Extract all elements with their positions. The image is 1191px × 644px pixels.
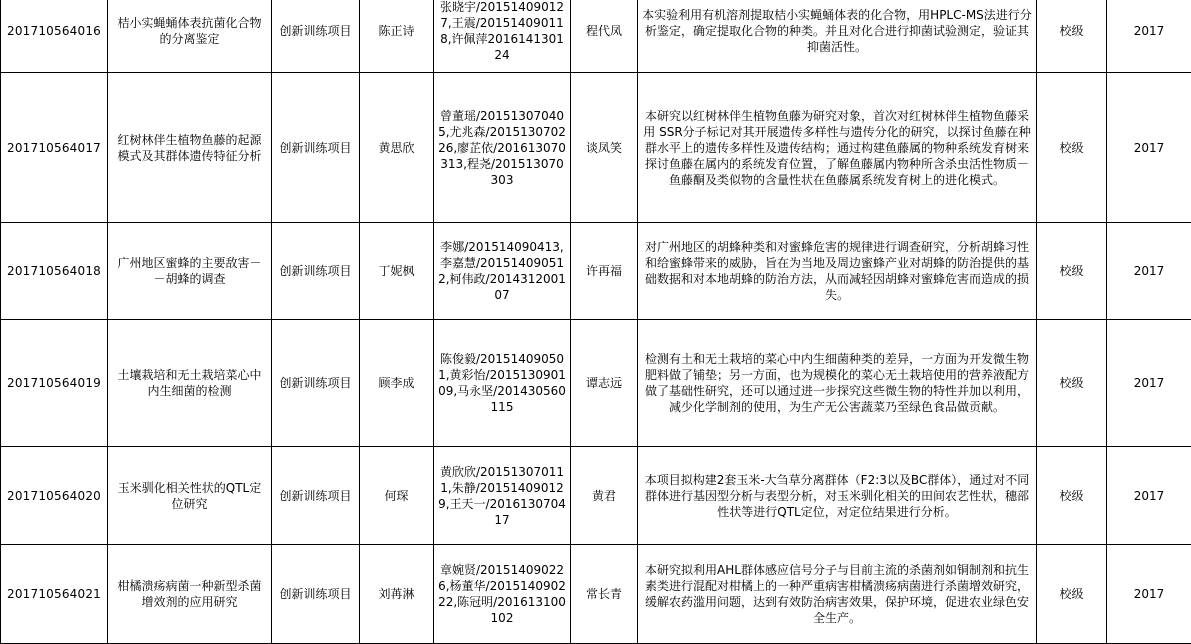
project-leader-cell: 丁妮枫	[360, 223, 434, 320]
project-advisor-cell: 程代凤	[571, 0, 638, 73]
project-leader-cell: 刘苒淋	[360, 545, 434, 644]
project-leader-cell: 何琛	[360, 447, 434, 545]
project-type-cell: 创新训练项目	[272, 545, 360, 644]
project-leader-cell: 顾李成	[360, 320, 434, 447]
table-row	[1, 223, 1191, 320]
project-summary-cell: 本研究拟利用AHL群体感应信号分子与目前主流的杀菌剂如铜制剂和抗生素类进行混配对柑橘上的一种严重病害柑橘溃疡病菌进行杀菌增效研究，缓解农药滥用问题，达到有效防治病害效果，保护环境，促进农业绿色安全生产。	[638, 545, 1037, 644]
project-summary-cell: 对广州地区的胡蜂种类和对蜜蜂危害的规律进行调查研究，分析胡蜂习性和给蜜蜂带来的威胁，旨在为当地及周边蜜蜂产业对胡蜂的防治提供的基础数据和对本地胡蜂的防治方法，从而减轻因胡蜂对蜜蜂危害而造成的损失。	[638, 223, 1037, 320]
project-title-cell: 广州地区蜜蜂的主要敌害－－胡蜂的调查	[108, 223, 272, 320]
project-type-cell: 创新训练项目	[272, 73, 360, 223]
project-type-cell: 创新训练项目	[272, 223, 360, 320]
table-row	[1, 0, 1191, 73]
project-members-cell: 曾董瑶/201513070405,尤兆森/201513070226,廖芷依/201613070313,程尧/201513070303	[434, 73, 571, 223]
project-advisor-cell: 谭志远	[571, 320, 638, 447]
project-id-cell: 201710564020	[1, 447, 108, 545]
project-summary-cell: 本实验利用有机溶剂提取桔小实蝇蛹体表的化合物，用HPLC-MS法进行分析鉴定，确定提取化合物的种类。并且对化合进行抑菌试验测定，验证其抑菌活性。	[638, 0, 1037, 73]
project-type-cell: 创新训练项目	[272, 320, 360, 447]
project-advisor-cell: 谈凤笑	[571, 73, 638, 223]
project-members-cell: 黄欣欣/201513070111,朱静/201514090129,王天一/201613070417	[434, 447, 571, 545]
project-title-cell: 土壤栽培和无土栽培菜心中内生细菌的检测	[108, 320, 272, 447]
table-row	[1, 73, 1191, 223]
project-members-cell: 章婉贤/201514090226,杨董华/201514090222,陈冠明/201613100102	[434, 545, 571, 644]
project-advisor-cell: 许再福	[571, 223, 638, 320]
project-type-cell: 创新训练项目	[272, 0, 360, 73]
project-year-cell: 2017	[1107, 545, 1191, 644]
project-level-cell: 校级	[1037, 545, 1107, 644]
project-summary-cell: 检测有土和无土栽培的菜心中内生细菌种类的差异，一方面为开发微生物肥料做了铺垫；另一方面，也为规模化的菜心无土栽培使用的营养液配方做了基础性研究，还可以通过进一步探究这些微生物的特性并加以利用，减少化学制剂的使用，为生产无公害蔬菜乃至绿色食品做贡献。	[638, 320, 1037, 447]
project-title-cell: 桔小实蝇蛹体表抗菌化合物的分离鉴定	[108, 0, 272, 73]
project-id-cell: 201710564021	[1, 545, 108, 644]
table-row	[1, 320, 1191, 447]
table-body	[1, 0, 1191, 644]
project-title-cell: 柑橘溃疡病菌一种新型杀菌增效剂的应用研究	[108, 545, 272, 644]
project-level-cell: 校级	[1037, 447, 1107, 545]
project-id-cell: 201710564019	[1, 320, 108, 447]
project-level-cell: 校级	[1037, 223, 1107, 320]
project-id-cell: 201710564016	[1, 0, 108, 73]
table-row	[1, 447, 1191, 545]
project-members-cell: 李娜/201514090413,李嘉慧/201514090512,柯伟政/201431200107	[434, 223, 571, 320]
project-year-cell: 2017	[1107, 0, 1191, 73]
project-year-cell: 2017	[1107, 223, 1191, 320]
project-advisor-cell: 黄君	[571, 447, 638, 545]
project-title-cell: 玉米驯化相关性状的QTL定位研究	[108, 447, 272, 545]
project-summary-cell: 本项目拟构建2套玉米-大刍草分离群体（F2:3以及BC群体），通过对不同群体进行基因型分析与表型分析，对玉米驯化相关的田间农艺性状，穗部性状等进行QTL定位，对定位结果进行分析。	[638, 447, 1037, 545]
project-advisor-cell: 常长青	[571, 545, 638, 644]
project-level-cell: 校级	[1037, 73, 1107, 223]
project-members-cell: 陈俊毅/201514090501,黄彩怡/201513090109,马永坚/201430560115	[434, 320, 571, 447]
project-year-cell: 2017	[1107, 447, 1191, 545]
project-leader-cell: 黄思欣	[360, 73, 434, 223]
project-year-cell: 2017	[1107, 320, 1191, 447]
project-level-cell: 校级	[1037, 0, 1107, 73]
project-level-cell: 校级	[1037, 320, 1107, 447]
project-year-cell: 2017	[1107, 73, 1191, 223]
project-summary-cell: 本研究以红树林伴生植物鱼藤为研究对象，首次对红树林伴生植物鱼藤采用 SSR分子标记对其开展遗传多样性与遗传分化的研究，以探讨鱼藤在种群水平上的遗传多样性及遗传结构；通过构建鱼藤属的物种系统发育树来探讨鱼藤在属内的系统发育位置，了解鱼藤属内物种所含杀虫活性物质－鱼藤酮及类似物的含量性状在鱼藤属系统发育树上的进化模式。	[638, 73, 1037, 223]
project-type-cell: 创新训练项目	[272, 447, 360, 545]
project-id-cell: 201710564017	[1, 73, 108, 223]
project-leader-cell: 陈正诗	[360, 0, 434, 73]
project-members-cell: 张晓宇/201514090127,王震/201514090118,许佩萍201614130124	[434, 0, 571, 73]
project-title-cell: 红树林伴生植物鱼藤的起源模式及其群体遗传特征分析	[108, 73, 272, 223]
project-id-cell: 201710564018	[1, 223, 108, 320]
table-row	[1, 545, 1191, 644]
